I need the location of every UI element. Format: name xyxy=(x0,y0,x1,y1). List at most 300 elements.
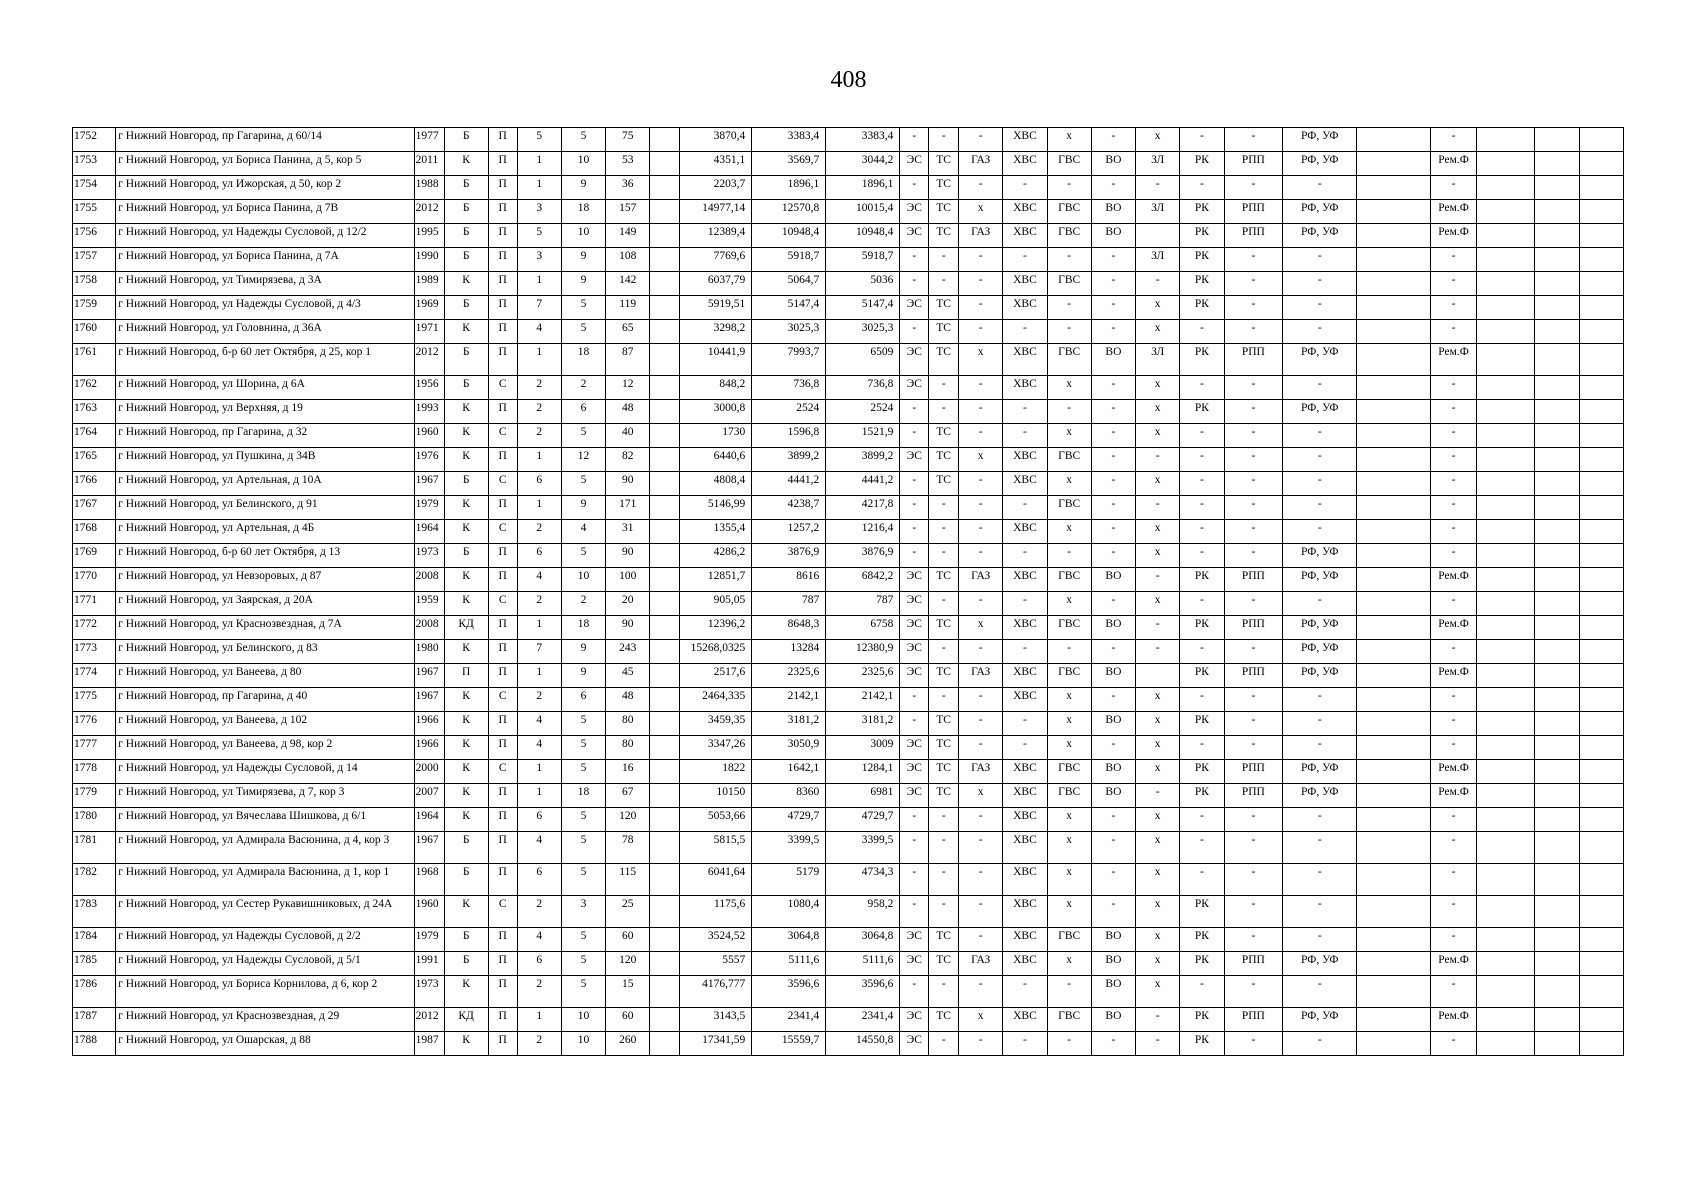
table-cell: - xyxy=(959,1032,1003,1056)
table-cell: 5 xyxy=(561,760,605,784)
table-cell: - xyxy=(1431,496,1476,520)
table-cell: - xyxy=(1047,176,1091,200)
table-cell xyxy=(1579,784,1623,808)
row-number-cell: 1779 xyxy=(73,784,116,808)
table-cell: - xyxy=(1091,496,1135,520)
table-row xyxy=(73,520,1624,544)
area-cell: 4441,2 xyxy=(826,472,900,496)
table-cell xyxy=(1579,344,1623,376)
table-cell: - xyxy=(929,864,959,896)
table-cell: РФ, УФ xyxy=(1283,760,1357,784)
table-cell: ЭС xyxy=(900,664,929,688)
area-cell: 3399,5 xyxy=(826,832,900,864)
table-cell: П xyxy=(488,320,517,344)
table-cell: - xyxy=(1431,736,1476,760)
table-cell: РК xyxy=(1180,784,1224,808)
table-cell: 108 xyxy=(606,248,650,272)
table-cell: П xyxy=(488,544,517,568)
table-cell: Рем.Ф xyxy=(1431,568,1476,592)
table-row xyxy=(73,736,1624,760)
table-cell: х xyxy=(1047,952,1091,976)
table-cell: - xyxy=(1431,320,1476,344)
table-cell: 260 xyxy=(606,1032,650,1056)
table-cell: Рем.Ф xyxy=(1431,152,1476,176)
table-cell xyxy=(1357,176,1431,200)
table-cell: ХВС xyxy=(1003,296,1047,320)
table-cell: РФ, УФ xyxy=(1283,664,1357,688)
table-cell: - xyxy=(1003,424,1047,448)
table-cell: РПП xyxy=(1224,224,1283,248)
table-cell xyxy=(650,152,680,176)
table-cell: С xyxy=(488,760,517,784)
table-cell xyxy=(650,376,680,400)
table-cell xyxy=(650,616,680,640)
area-cell: 10015,4 xyxy=(826,200,900,224)
table-cell: П xyxy=(488,568,517,592)
table-cell: П xyxy=(488,176,517,200)
table-cell: ВО xyxy=(1091,616,1135,640)
table-cell xyxy=(650,760,680,784)
table-cell xyxy=(1535,928,1579,952)
table-cell: - xyxy=(1224,424,1283,448)
table-cell: 10 xyxy=(561,568,605,592)
table-cell xyxy=(1476,544,1535,568)
table-cell: ГВС xyxy=(1047,344,1091,376)
table-cell: 4 xyxy=(517,928,561,952)
table-cell: ВО xyxy=(1091,712,1135,736)
table-cell: х xyxy=(1136,544,1180,568)
table-cell xyxy=(1476,128,1535,152)
table-cell: - xyxy=(1224,176,1283,200)
table-cell xyxy=(1535,200,1579,224)
table-cell: х xyxy=(959,784,1003,808)
table-cell: ГАЗ xyxy=(959,568,1003,592)
row-number-cell: 1756 xyxy=(73,224,116,248)
address-cell: г Нижний Новгород, б-р 60 лет Октября, д 13 xyxy=(116,544,414,568)
address-cell: г Нижний Новгород, ул Тимирязева, д 7, кор 3 xyxy=(116,784,414,808)
row-number-cell: 1787 xyxy=(73,1008,116,1032)
table-cell xyxy=(1579,448,1623,472)
table-cell: 2 xyxy=(517,400,561,424)
table-cell: Б xyxy=(444,952,488,976)
table-cell xyxy=(650,400,680,424)
table-cell: - xyxy=(1431,248,1476,272)
area-cell: 15268,0325 xyxy=(680,640,752,664)
table-cell: П xyxy=(488,344,517,376)
table-cell: П xyxy=(488,808,517,832)
table-cell xyxy=(1357,832,1431,864)
table-cell xyxy=(650,864,680,896)
table-cell: 25 xyxy=(606,896,650,928)
area-cell: 3459,35 xyxy=(680,712,752,736)
table-cell: 5 xyxy=(561,544,605,568)
table-cell: - xyxy=(1180,544,1224,568)
table-cell: - xyxy=(1431,448,1476,472)
area-cell: 3064,8 xyxy=(826,928,900,952)
row-number-cell: 1766 xyxy=(73,472,116,496)
page-number: 408 xyxy=(830,67,867,93)
table-cell: РПП xyxy=(1224,664,1283,688)
table-cell: 4 xyxy=(561,520,605,544)
area-cell: 5111,6 xyxy=(752,952,826,976)
table-cell: РПП xyxy=(1224,760,1283,784)
table-cell: ГВС xyxy=(1047,272,1091,296)
table-cell: РФ, УФ xyxy=(1283,784,1357,808)
table-cell: ЭС xyxy=(900,736,929,760)
table-cell: ВО xyxy=(1091,568,1135,592)
table-cell: РФ, УФ xyxy=(1283,224,1357,248)
year-cell: 1977 xyxy=(414,128,444,152)
table-cell: 6 xyxy=(561,400,605,424)
address-cell: г Нижний Новгород, ул Сестер Рукавишниковых, д 24А xyxy=(116,896,414,928)
table-cell: 15 xyxy=(606,976,650,1008)
area-cell: 5179 xyxy=(752,864,826,896)
table-cell xyxy=(1579,952,1623,976)
table-cell: - xyxy=(900,472,929,496)
table-cell: - xyxy=(1003,496,1047,520)
table-cell: - xyxy=(1047,296,1091,320)
table-cell: 45 xyxy=(606,664,650,688)
table-cell: - xyxy=(900,808,929,832)
table-cell: х xyxy=(1047,688,1091,712)
table-cell xyxy=(1579,400,1623,424)
table-cell: 6 xyxy=(517,808,561,832)
table-cell: 1 xyxy=(517,1008,561,1032)
table-cell: ХВС xyxy=(1003,224,1047,248)
table-cell: - xyxy=(1224,976,1283,1008)
table-cell xyxy=(1535,688,1579,712)
table-cell: ЭС xyxy=(900,200,929,224)
table-cell: х xyxy=(1047,520,1091,544)
table-cell: - xyxy=(929,520,959,544)
table-cell: 18 xyxy=(561,200,605,224)
table-cell: х xyxy=(1136,896,1180,928)
table-cell xyxy=(1535,952,1579,976)
table-cell xyxy=(1579,568,1623,592)
table-cell: - xyxy=(1283,424,1357,448)
area-cell: 5147,4 xyxy=(752,296,826,320)
table-cell: ХВС xyxy=(1003,376,1047,400)
table-cell: С xyxy=(488,592,517,616)
table-cell: 5 xyxy=(561,712,605,736)
table-cell: - xyxy=(1431,296,1476,320)
table-cell: х xyxy=(1047,128,1091,152)
area-cell: 1642,1 xyxy=(752,760,826,784)
table-cell: х xyxy=(1136,320,1180,344)
table-cell: х xyxy=(1136,712,1180,736)
table-cell: - xyxy=(929,896,959,928)
table-cell xyxy=(1357,128,1431,152)
area-cell: 4176,777 xyxy=(680,976,752,1008)
table-cell: 9 xyxy=(561,664,605,688)
table-cell: ТС xyxy=(929,928,959,952)
table-cell xyxy=(650,712,680,736)
area-cell: 5146,99 xyxy=(680,496,752,520)
address-cell: г Нижний Новгород, ул Ванеева, д 80 xyxy=(116,664,414,688)
year-cell: 1967 xyxy=(414,664,444,688)
table-cell: ЭС xyxy=(900,952,929,976)
table-cell: РК xyxy=(1180,248,1224,272)
table-cell: 90 xyxy=(606,616,650,640)
table-cell: РФ, УФ xyxy=(1283,616,1357,640)
table-cell: 120 xyxy=(606,808,650,832)
table-cell: - xyxy=(900,688,929,712)
table-row xyxy=(73,400,1624,424)
table-cell: - xyxy=(1283,928,1357,952)
address-cell: г Нижний Новгород, пр Гагарина, д 32 xyxy=(116,424,414,448)
row-number-cell: 1762 xyxy=(73,376,116,400)
table-cell: 18 xyxy=(561,784,605,808)
table-cell: Б xyxy=(444,864,488,896)
address-cell: г Нижний Новгород, ул Тимирязева, д 3А xyxy=(116,272,414,296)
table-cell: - xyxy=(929,832,959,864)
area-cell: 3876,9 xyxy=(752,544,826,568)
table-cell: ВО xyxy=(1091,952,1135,976)
table-cell: - xyxy=(1003,320,1047,344)
area-cell: 4441,2 xyxy=(752,472,826,496)
table-cell: ХВС xyxy=(1003,952,1047,976)
table-cell: - xyxy=(1431,712,1476,736)
table-cell: - xyxy=(900,864,929,896)
table-cell xyxy=(650,272,680,296)
address-cell: г Нижний Новгород, ул Ошарская, д 88 xyxy=(116,1032,414,1056)
table-cell xyxy=(1476,976,1535,1008)
table-cell: П xyxy=(488,784,517,808)
area-cell: 3347,26 xyxy=(680,736,752,760)
table-cell xyxy=(1579,544,1623,568)
table-cell: ГВС xyxy=(1047,784,1091,808)
table-cell: ГВС xyxy=(1047,568,1091,592)
table-cell xyxy=(1579,640,1623,664)
table-cell xyxy=(650,736,680,760)
table-cell xyxy=(1535,344,1579,376)
table-cell xyxy=(650,952,680,976)
table-cell: - xyxy=(1136,784,1180,808)
table-cell xyxy=(1357,200,1431,224)
area-cell: 2142,1 xyxy=(752,688,826,712)
table-cell xyxy=(650,928,680,952)
table-cell: - xyxy=(1091,176,1135,200)
table-cell: - xyxy=(1224,712,1283,736)
address-cell: г Нижний Новгород, ул Ванеева, д 102 xyxy=(116,712,414,736)
table-cell xyxy=(1535,224,1579,248)
address-cell: г Нижний Новгород, ул Надежды Сусловой, д 5/1 xyxy=(116,952,414,976)
table-cell xyxy=(650,1032,680,1056)
table-cell: - xyxy=(1136,616,1180,640)
area-cell: 4286,2 xyxy=(680,544,752,568)
table-cell: - xyxy=(959,272,1003,296)
table-cell: Б xyxy=(444,128,488,152)
table-cell: ХВС xyxy=(1003,896,1047,928)
table-cell: - xyxy=(1180,128,1224,152)
table-cell: ХВС xyxy=(1003,808,1047,832)
table-row xyxy=(73,248,1624,272)
table-cell: К xyxy=(444,784,488,808)
table-cell: - xyxy=(1224,520,1283,544)
table-cell: РПП xyxy=(1224,952,1283,976)
row-number-cell: 1786 xyxy=(73,976,116,1008)
table-cell: - xyxy=(929,640,959,664)
table-cell: РК xyxy=(1180,200,1224,224)
table-cell: 5 xyxy=(561,928,605,952)
table-cell: - xyxy=(1091,400,1135,424)
table-cell: ЭС xyxy=(900,296,929,320)
table-cell: 6 xyxy=(517,864,561,896)
table-cell: 2 xyxy=(517,976,561,1008)
table-cell: - xyxy=(1224,296,1283,320)
table-cell: П xyxy=(488,296,517,320)
table-cell: - xyxy=(959,864,1003,896)
table-cell xyxy=(650,296,680,320)
table-cell: - xyxy=(1431,424,1476,448)
table-cell: РФ, УФ xyxy=(1283,952,1357,976)
table-cell: х xyxy=(1136,376,1180,400)
area-cell: 3000,8 xyxy=(680,400,752,424)
table-cell xyxy=(650,248,680,272)
table-cell: ХВС xyxy=(1003,832,1047,864)
table-row xyxy=(73,320,1624,344)
table-cell: х xyxy=(1136,520,1180,544)
table-cell: ТС xyxy=(929,760,959,784)
table-cell: ХВС xyxy=(1003,344,1047,376)
table-cell: - xyxy=(1224,320,1283,344)
table-cell: ТС xyxy=(929,952,959,976)
table-cell: х xyxy=(1047,712,1091,736)
table-cell xyxy=(1535,592,1579,616)
table-cell: - xyxy=(1431,544,1476,568)
table-cell xyxy=(650,200,680,224)
area-cell: 10150 xyxy=(680,784,752,808)
table-cell: 87 xyxy=(606,344,650,376)
table-cell xyxy=(1535,760,1579,784)
table-cell: - xyxy=(1180,448,1224,472)
table-cell xyxy=(1535,248,1579,272)
table-cell xyxy=(650,320,680,344)
area-cell: 10441,9 xyxy=(680,344,752,376)
area-cell: 2203,7 xyxy=(680,176,752,200)
table-cell: К xyxy=(444,448,488,472)
table-cell: ХВС xyxy=(1003,864,1047,896)
table-cell: РПП xyxy=(1224,200,1283,224)
table-cell: - xyxy=(959,640,1003,664)
row-number-cell: 1755 xyxy=(73,200,116,224)
table-cell xyxy=(1136,224,1180,248)
table-cell xyxy=(1579,176,1623,200)
table-row xyxy=(73,664,1624,688)
table-cell: ЭС xyxy=(900,1008,929,1032)
table-cell xyxy=(1535,544,1579,568)
table-cell: ВО xyxy=(1091,976,1135,1008)
table-cell: П xyxy=(488,224,517,248)
area-cell: 5064,7 xyxy=(752,272,826,296)
table-cell: - xyxy=(959,128,1003,152)
table-cell: - xyxy=(1136,176,1180,200)
table-cell: - xyxy=(1431,976,1476,1008)
row-number-cell: 1754 xyxy=(73,176,116,200)
table-cell: - xyxy=(1091,688,1135,712)
table-cell xyxy=(1579,976,1623,1008)
table-cell: Б xyxy=(444,344,488,376)
table-cell xyxy=(1357,248,1431,272)
table-cell: ТС xyxy=(929,224,959,248)
area-cell: 3596,6 xyxy=(826,976,900,1008)
area-cell: 10948,4 xyxy=(752,224,826,248)
table-cell: - xyxy=(929,400,959,424)
address-cell: г Нижний Новгород, ул Адмирала Васюнина, д 1, кор 1 xyxy=(116,864,414,896)
table-cell: Б xyxy=(444,296,488,320)
area-cell: 5919,51 xyxy=(680,296,752,320)
year-cell: 1991 xyxy=(414,952,444,976)
table-cell: - xyxy=(1091,520,1135,544)
row-number-cell: 1769 xyxy=(73,544,116,568)
table-cell xyxy=(650,544,680,568)
table-row xyxy=(73,344,1624,376)
area-cell: 12851,7 xyxy=(680,568,752,592)
table-cell xyxy=(1535,152,1579,176)
area-cell: 4808,4 xyxy=(680,472,752,496)
address-cell: г Нижний Новгород, ул Ижорская, д 50, кор 2 xyxy=(116,176,414,200)
table-cell: ВО xyxy=(1091,224,1135,248)
table-cell xyxy=(1476,712,1535,736)
address-cell: г Нижний Новгород, ул Краснозвездная, д 29 xyxy=(116,1008,414,1032)
area-cell: 12570,8 xyxy=(752,200,826,224)
table-cell: 1 xyxy=(517,664,561,688)
area-cell: 12380,9 xyxy=(826,640,900,664)
table-cell: - xyxy=(900,176,929,200)
table-cell: ГВС xyxy=(1047,496,1091,520)
table-cell: х xyxy=(1136,808,1180,832)
table-cell: - xyxy=(1091,592,1135,616)
table-cell: РК xyxy=(1180,224,1224,248)
table-cell: Рем.Ф xyxy=(1431,616,1476,640)
table-cell: ЭС xyxy=(900,928,929,952)
table-cell: - xyxy=(1224,400,1283,424)
table-cell: 18 xyxy=(561,616,605,640)
table-cell: П xyxy=(488,152,517,176)
table-cell: 9 xyxy=(561,640,605,664)
table-cell: ЗЛ xyxy=(1136,344,1180,376)
address-cell: г Нижний Новгород, пр Гагарина, д 60/14 xyxy=(116,128,414,152)
area-cell: 1596,8 xyxy=(752,424,826,448)
table-cell xyxy=(1579,272,1623,296)
table-cell: ГВС xyxy=(1047,152,1091,176)
address-cell: г Нижний Новгород, ул Артельная, д 4Б xyxy=(116,520,414,544)
table-cell: 9 xyxy=(561,272,605,296)
table-cell: 9 xyxy=(561,176,605,200)
table-cell: ТС xyxy=(929,152,959,176)
table-cell: - xyxy=(959,176,1003,200)
table-cell: РФ, УФ xyxy=(1283,1008,1357,1032)
table-cell xyxy=(1476,928,1535,952)
table-cell xyxy=(1579,1008,1623,1032)
table-cell: С xyxy=(488,472,517,496)
table-cell xyxy=(1535,976,1579,1008)
table-cell: К xyxy=(444,424,488,448)
table-row xyxy=(73,496,1624,520)
table-cell: - xyxy=(1003,976,1047,1008)
table-cell: ХВС xyxy=(1003,152,1047,176)
table-cell: ЭС xyxy=(900,592,929,616)
table-cell xyxy=(1535,1008,1579,1032)
table-cell xyxy=(1535,472,1579,496)
table-cell xyxy=(1535,400,1579,424)
table-cell: 1 xyxy=(517,496,561,520)
table-cell: ТС xyxy=(929,616,959,640)
table-cell: - xyxy=(1180,592,1224,616)
area-cell: 1257,2 xyxy=(752,520,826,544)
row-number-cell: 1781 xyxy=(73,832,116,864)
table-cell: 53 xyxy=(606,152,650,176)
